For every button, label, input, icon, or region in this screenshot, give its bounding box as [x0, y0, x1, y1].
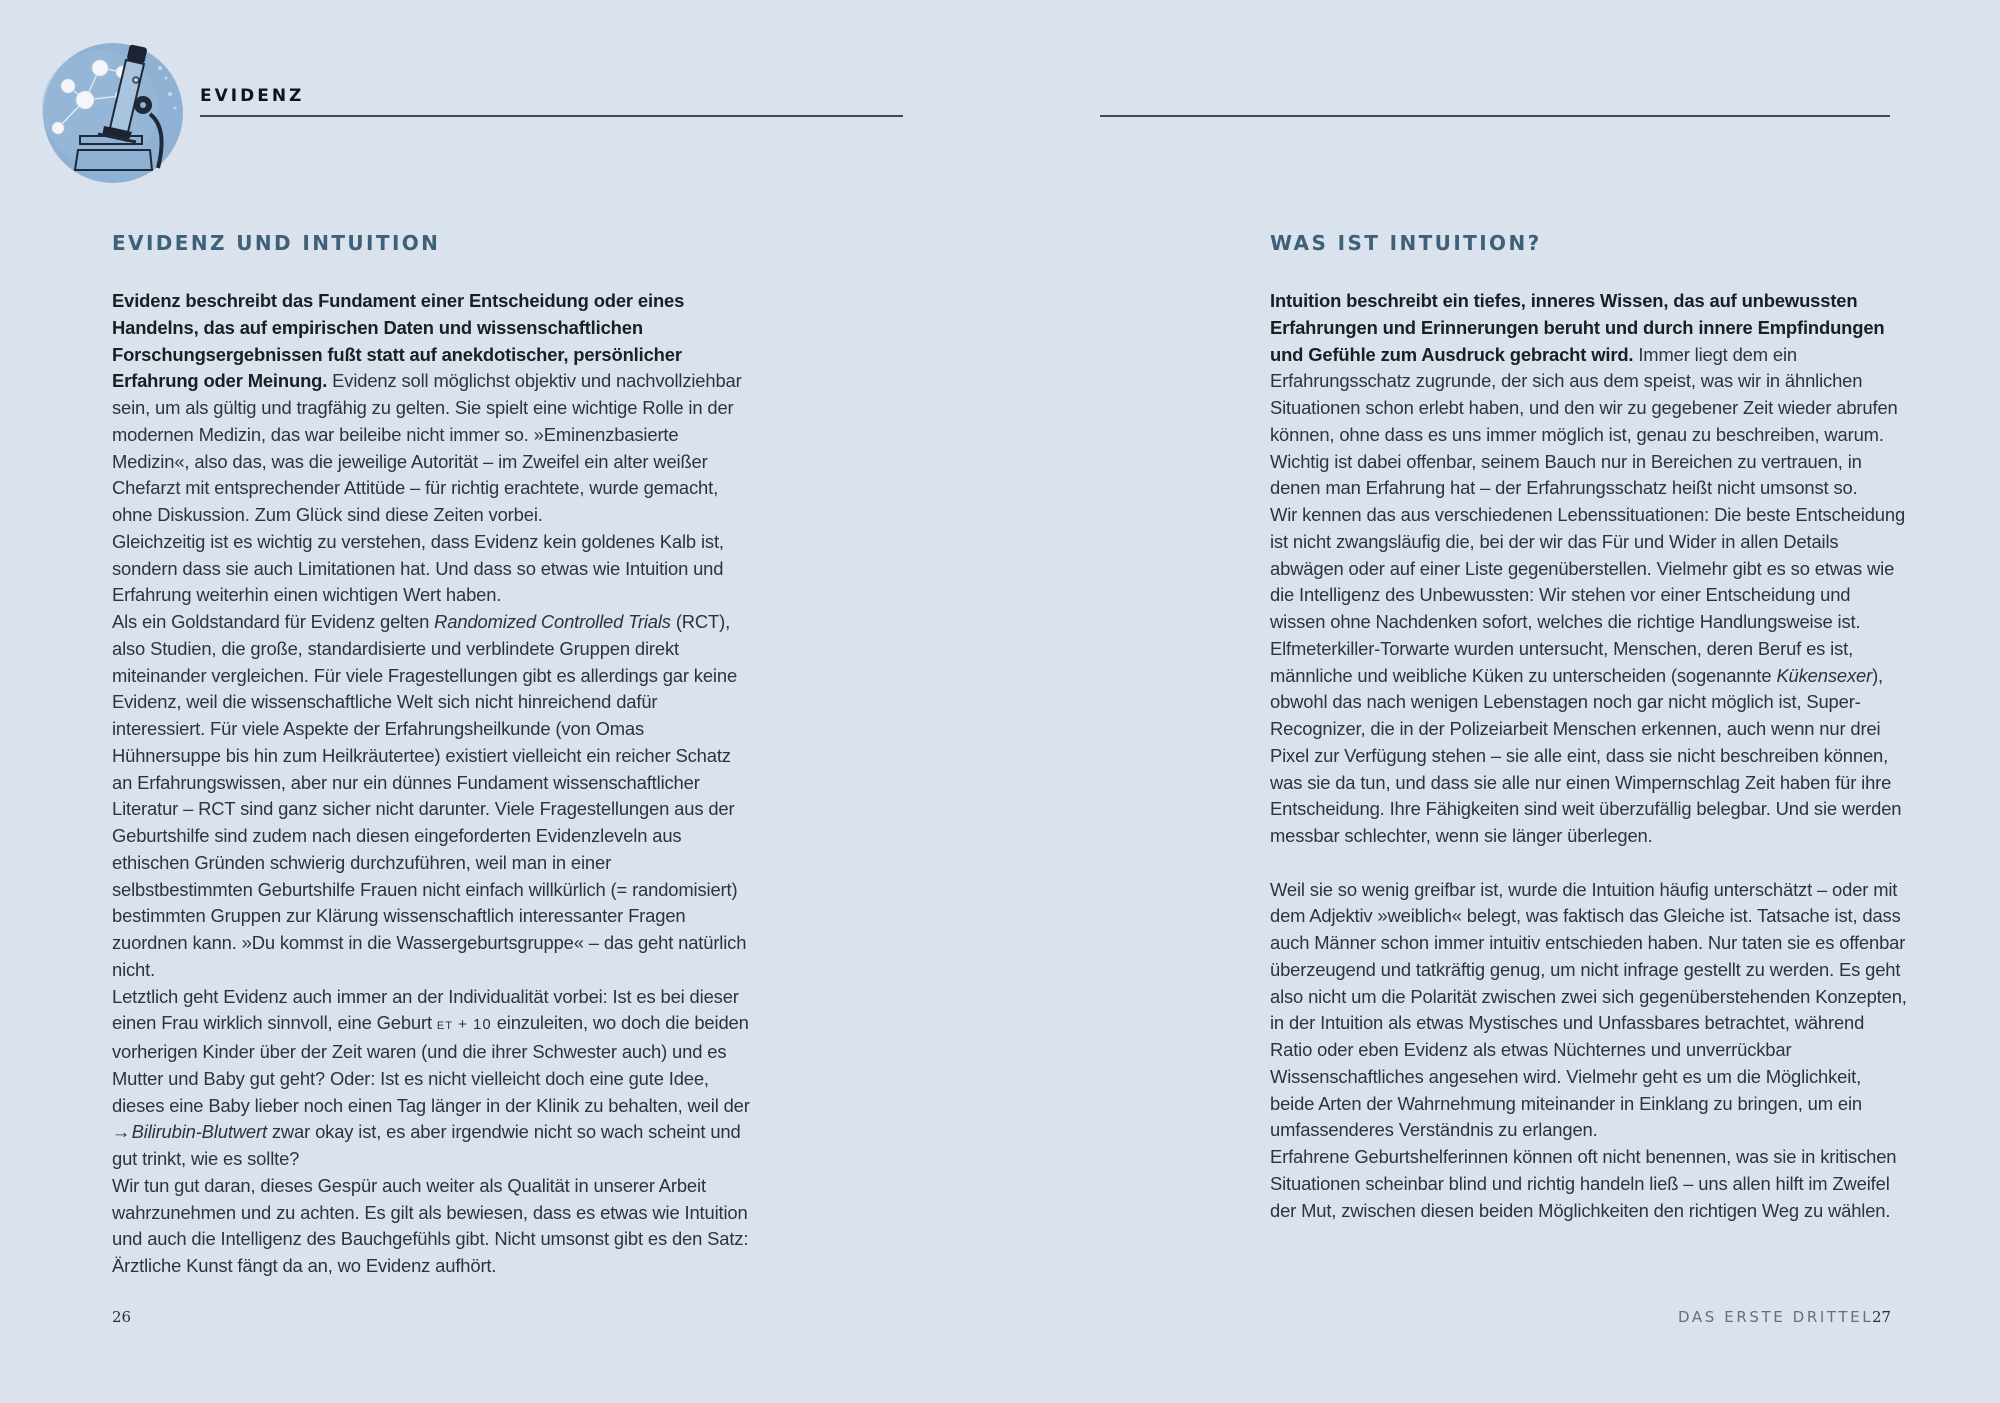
cross-reference-arrow-icon: →	[112, 1121, 131, 1143]
paragraph	[112, 609, 752, 984]
paragraph-text: Wir tun gut daran, dieses Gespür auch weiter als Qualität in unserer Arbeit wahrzunehmen und zu achten. Es gilt als bewiesen, dass es etwas wie Intuition und auch die Intelligenz des Bauchgefühls gibt. Nicht umsonst gibt es den Satz: Ärztliche Kunst fängt da an, wo Evidenz aufhört.	[112, 1174, 749, 1276]
paragraph	[112, 984, 752, 1173]
paragraph	[1270, 449, 1910, 503]
paragraph-text: einzuleiten, wo doch die beiden vorherigen Kinder über der Zeit waren (und die ihrer Schwester auch) und es Mutter und Baby gut geht? Oder: Ist es nicht vielleicht doch eine gute Idee, dieses eine Baby lieber noch einen Tag länger in der Klinik zu behalten, weil der	[112, 1012, 750, 1116]
paragraph	[1270, 877, 1910, 1145]
microscope-icon	[40, 38, 190, 183]
lead-sentence: Intuition beschreibt ein tiefes, inneres Wissen, das auf unbewussten Erfahrungen und Erinnerungen beruht und durch innere Empfindungen und Gefühle zum Ausdruck gebracht wird.	[1270, 290, 1885, 365]
right-page-heading: WAS IST INTUITION?	[1270, 231, 1542, 255]
paragraph	[1270, 502, 1910, 850]
smallcaps-term: et + 10	[436, 1016, 492, 1034]
lead-sentence: Evidenz beschreibt das Fundament einer Entscheidung oder eines Handelns, das auf empirischen Daten und wissenschaftlichen Forschungsergebnissen fußt statt auf anekdotischer, persönlicher Erfahrung oder Meinung.	[112, 290, 685, 392]
paragraph	[112, 1173, 752, 1280]
paragraph-text: Als ein Goldstandard für Evidenz gelten	[112, 611, 435, 632]
paragraph-text: (RCT), also Studien, die große, standardisierte und verblindete Gruppen direkt miteinander vergleichen. Für viele Fragestellungen gibt es allerdings gar keine Evidenz, weil die wissenschaftliche Welt sich nicht hinreichend dafür interessiert. Für viele Aspekte der Erfahrungsheilkunde (von Omas Hühnersuppe bis hin zum Heilkräutertee) existiert vielleicht ein reicher Schatz an Erfahrungswissen, aber nur ein dünnes Fundament wissenschaftlicher Literatur – RCT sind ganz sicher nicht darunter. Viele Fragestellungen aus der Geburtshilfe sind zudem nach diesen eingeforderten Evidenzleveln aus ethischen Gründen schwierig durchzuführen, weil man in einer selbstbestimmten Geburtshilfe Frauen nicht einfach willkürlich (= randomisiert) bestimmten Gruppen zur Klärung wissenschaftlich interessanter Fragen zuordnen kann. »Du kommst in die Wassergeburtsgruppe« – das geht natürlich nicht.	[112, 611, 747, 980]
paragraph-text: Wir kennen das aus verschiedenen Lebenssituationen: Die beste Entscheidung ist nicht zwangsläufig die, bei der wir das Für und Wider in allen Details abwägen oder auf einer Liste gegenüberstellen. Vielmehr gibt es so etwas wie die Intelligenz des Unbewussten: Wir stehen vor einer Entscheidung und wissen ohne Nachdenken sofort, welches die richtige Handlungsweise ist. Elfmeterkiller-Torwarte wurden untersucht, Menschen, deren Beruf es ist, männliche und weibliche Küken zu unterscheiden (sogenannte	[1270, 504, 1906, 686]
paragraph-text: Erfahrene Geburtshelferinnen können oft nicht benennen, was sie in kritischen Situationen scheinbar blind und richtig handeln ließ – uns allen hilft im Zweifel der Mut, zwischen diesen beiden Möglichkeiten den richtigen Weg zu wählen.	[1270, 1146, 1897, 1221]
paragraph	[1270, 288, 1910, 449]
paragraph-text: Weil sie so wenig greifbar ist, wurde die Intuition häufig unterschätzt – oder mit dem Adjektiv »weiblich« belegt, was faktisch das Gleiche ist. Tatsache ist, dass auch Männer schon immer intuitiv entschieden haben. Nur taten sie es offenbar überzeugend und tatkräftig genug, um nicht infrage gestellt zu werden. Es geht also nicht um die Polarität zwischen zwei sich gegenüberstehenden Konzepten, in der Intuition als etwas Mystisches und Unfassbares betrachtet, während Ratio oder eben Evidenz als etwas Nüchternes und unverrückbar Wissenschaftliches angesehen wird. Vielmehr geht es um die Möglichkeit, beide Arten der Wahrnehmung miteinander in Einklang zu bringen, um ein umfassenderes Verständnis zu erlangen.	[1270, 878, 1907, 1141]
paragraph-text: Letztlich geht Evidenz auch immer an der Individualität vorbei: Ist es bei dieser einen Frau wirklich sinnvoll, eine Geburt	[112, 985, 739, 1034]
cross-reference-link[interactable]: Bilirubin-Blutwert	[131, 1121, 267, 1143]
section-label: EVIDENZ	[200, 86, 305, 106]
page-number-right: 27	[1872, 1308, 1892, 1326]
left-page-heading: EVIDENZ UND INTUITION	[112, 231, 441, 255]
paragraph	[112, 529, 752, 609]
right-page-body	[1270, 288, 1910, 1224]
paragraph-text: Immer liegt dem ein Erfahrungsschatz zugrunde, der sich aus dem speist, was wir in ähnlichen Situationen schon erlebt haben, und den wir zu gegebener Zeit wieder abrufen können, ohne dass es uns immer möglich ist, genau zu beschreiben, warum.	[1270, 343, 1898, 445]
running-head: DAS ERSTE DRITTEL	[1678, 1308, 1874, 1326]
paragraph	[112, 288, 752, 529]
paragraph-text: Wichtig ist dabei offenbar, seinem Bauch nur in Bereichen zu vertrauen, in denen man Erfahrung hat – der Erfahrungsschatz heißt nicht umsonst so.	[1270, 450, 1862, 499]
page-number-left: 26	[112, 1308, 132, 1326]
paragraph-text: zwar okay ist, es aber irgendwie nicht so wach scheint und gut trinkt, wie es sollte?	[112, 1121, 741, 1169]
header-rule-right	[1100, 115, 1890, 117]
paragraph-text: ), obwohl das nach wenigen Lebenstagen noch gar nicht möglich ist, Super-Recognizer, die in der Polizeiarbeit Menschen erkennen, auch wenn nur drei Pixel zur Verfügung stehen – sie alle eint, dass sie nicht beschreiben können, was sie da tun, und dass sie alle nur einen Wimpernschlag Zeit haben für ihre Entscheidung. Ihre Fähigkeiten sind weit überzufällig belegbar. Und sie werden messbar schlechter, wenn sie länger überlegen.	[1270, 664, 1902, 846]
paragraph	[1270, 1144, 1910, 1224]
paragraph-text: Gleichzeitig ist es wichtig zu verstehen, dass Evidenz kein goldenes Kalb ist, sondern dass sie auch Limitationen hat. Und dass so etwas wie Intuition und Erfahrung weiterhin einen wichtigen Wert haben.	[112, 530, 724, 606]
header-rule-left	[200, 115, 903, 117]
italic-term: Kükensexer	[1776, 664, 1873, 686]
left-page-column	[112, 228, 752, 1280]
right-page-column	[1270, 228, 1910, 1224]
paragraph-text: Evidenz soll möglichst objektiv und nachvollziehbar sein, um als gültig und tragfähig zu gelten. Sie spielt eine wichtige Rolle in der modernen Medizin, das war beileibe nicht immer so. »Eminenzbasierte Medizin«, also das, was die jeweilige Autorität – im Zweifel ein alter weißer Chefarzt mit entsprechender Attitüde – für richtig erachtete, wurde gemacht, ohne Diskussion. Zum Glück sind diese Zeiten vorbei.	[112, 370, 742, 525]
italic-term: Randomized Controlled Trials	[434, 611, 671, 632]
left-page-body	[112, 288, 752, 1280]
